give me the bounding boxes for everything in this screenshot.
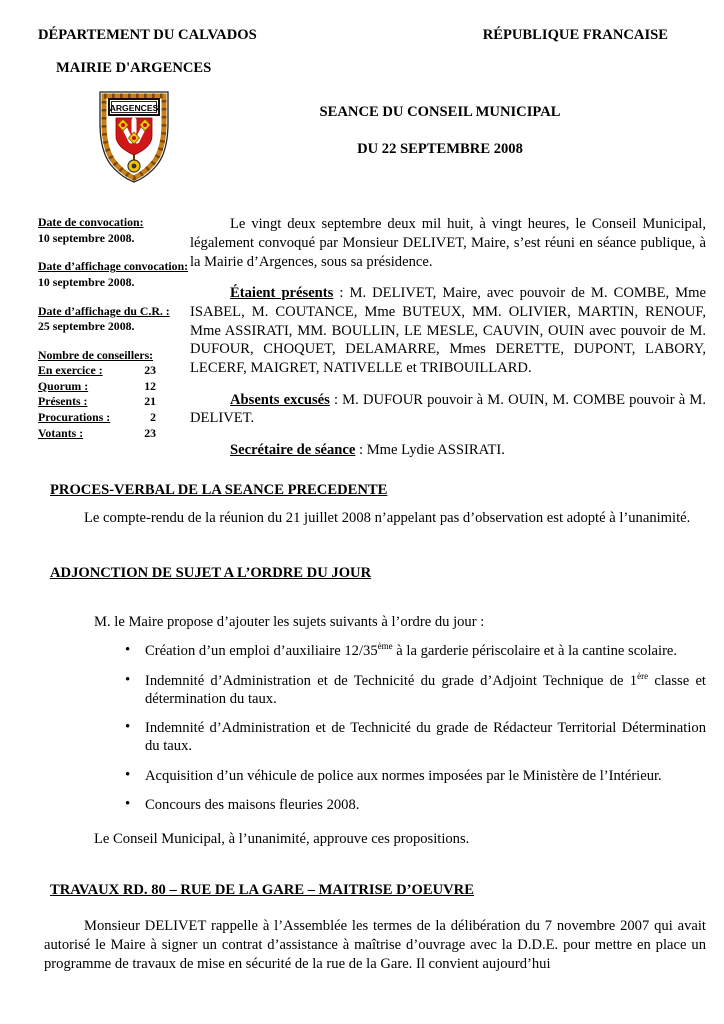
count-value: 21 (144, 394, 156, 409)
count-label: Présents : (38, 394, 88, 409)
count-label: En exercice : (38, 363, 103, 378)
department-title: DÉPARTEMENT DU CALVADOS (38, 27, 257, 43)
list-item (123, 796, 706, 814)
count-label: Procurations : (38, 409, 111, 424)
count-row-quorum (38, 379, 156, 395)
count-value: 2 (150, 409, 156, 424)
adjonction-approval: Le Conseil Municipal, à l’unanimité, approuve ces propositions. (94, 831, 470, 848)
section-heading-adjonction: ADJONCTION DE SUJET A L’ORDRE DU JOUR (50, 565, 372, 582)
agenda-additions-list (38, 642, 706, 814)
bullet-text: Création d’un emploi d’auxiliaire 12/35 (145, 643, 378, 660)
absents-label: Absents excusés (230, 391, 330, 408)
list-item (123, 767, 706, 785)
republic-title: RÉPUBLIQUE FRANCAISE (482, 27, 668, 43)
count-row-procurations (38, 410, 156, 426)
proces-verbal-body: Le compte-rendu de la réunion du 21 juillet 2008 n’appelant pas d’observation est adopté à l’unanimité. (84, 510, 691, 527)
count-row-votants (38, 426, 156, 442)
bullet-sup: ère (637, 670, 649, 681)
affichage-cr-group (38, 304, 190, 335)
adjonction-intro: M. le Maire propose d’ajouter les sujets suivants à l’ordre du jour : (94, 613, 485, 630)
session-date: DU 22 SEPTEMBRE 2008 (357, 141, 523, 158)
bullet-sup: ème (377, 641, 393, 652)
convocation-date-label: Date de convocation: (38, 215, 144, 230)
count-value: 12 (144, 378, 156, 393)
list-item (123, 672, 706, 708)
presents-label: Étaient présents (230, 285, 334, 302)
session-intro (190, 215, 706, 472)
count-label: Quorum : (38, 378, 89, 393)
section-heading-proces-verbal: PROCES-VERBAL DE LA SEANCE PRECEDENTE (50, 481, 388, 498)
mairie-title: MAIRIE D'ARGENCES (56, 59, 212, 76)
affichage-convocation-label: Date d’affichage convocation: (38, 259, 189, 274)
affichage-cr-label: Date d’affichage du C.R. : (38, 303, 170, 318)
secretaire-text: : Mme Lydie ASSIRATI. (355, 442, 505, 459)
bullet-text: Concours des maisons fleuries 2008. (145, 796, 360, 813)
convocation-date-value: 10 septembre 2008. (38, 230, 135, 245)
count-value: 23 (144, 363, 156, 378)
margin-metadata (38, 215, 190, 472)
count-row-presents (38, 394, 156, 410)
secretaire-paragraph (190, 441, 706, 460)
session-title-block (290, 103, 590, 158)
presents-text: : M. DELIVET, Maire, avec pouvoir de M. COMBE, Mme ISABEL, M. COUTANCE, Mme BUTEUX, MM. OLIVIER, MARTIN, RENOUF, Mme ASSIRATI, MM. BOULLIN, LE MESLE, CAUVIN, OUIN avec pouvoir de M. DUFOUR, CHOQUET, DELAMARRE, Mmes DERETTE, DUPONT, LABORY, LECERF, MAIGRET, NATIVELLE et TRIBOUILLARD. (190, 285, 706, 377)
title-band (38, 77, 706, 215)
bullet-text: Acquisition d’un véhicule de police aux normes imposées par le Ministère de l’Intérieur. (145, 767, 662, 784)
count-label: Votants : (38, 425, 84, 440)
counts-title: Nombre de conseillers: (38, 347, 154, 362)
crest-banner-label: ARGENCES (109, 103, 159, 114)
absents-paragraph (190, 391, 706, 428)
page-header (38, 26, 706, 45)
list-item (123, 642, 706, 660)
list-item (123, 719, 706, 755)
secretaire-label: Secrétaire de séance (230, 442, 356, 459)
argences-coat-of-arms-icon (94, 89, 174, 185)
bullet-text: classe et détermination du taux. (145, 672, 706, 707)
councillor-counts (38, 348, 156, 441)
bullet-text: Indemnité d’Administration et de Technicité du grade d’Adjoint Technique de 1 (145, 672, 638, 689)
opening-paragraph: Le vingt deux septembre deux mil huit, à vingt heures, le Conseil Municipal, légalement convoqué par Monsieur DELIVET, Maire, s’est réuni en séance publique, à la Mairie d’Argences, sous sa présidence. (190, 216, 706, 270)
convocation-date-group (38, 215, 190, 246)
affichage-convocation-value: 10 septembre 2008. (38, 275, 135, 290)
presents-paragraph (190, 284, 706, 377)
bullet-text: à la garderie périscolaire et à la cantine scolaire. (392, 643, 678, 660)
absents-text: : M. DUFOUR pouvoir à M. OUIN, M. COMBE pouvoir à M. DELIVET. (190, 391, 706, 427)
affichage-convocation-group (38, 259, 190, 290)
affichage-cr-value: 25 septembre 2008. (38, 319, 135, 334)
section-heading-travaux: TRAVAUX RD. 80 – RUE DE LA GARE – MAITRISE D’OEUVRE (50, 881, 474, 898)
travaux-body: Monsieur DELIVET rappelle à l’Assemblée les termes de la délibération du 7 novembre 2007 qui avait autorisé le Maire à signer un contrat d’assistance à maîtrise d’ouvrage avec la D.D.E. pour mettre en place un programme de travaux de mise en sécurité de la rue de la Gare. Il convient aujourd’hui (44, 918, 706, 972)
meta-and-intro (38, 215, 706, 472)
count-row-en-exercice (38, 363, 156, 379)
count-value: 23 (144, 425, 156, 440)
session-title: SEANCE DU CONSEIL MUNICIPAL (319, 104, 561, 121)
bullet-text: Indemnité d’Administration et de Technicité du grade de Rédacteur Territorial Détermination du taux. (145, 720, 706, 755)
